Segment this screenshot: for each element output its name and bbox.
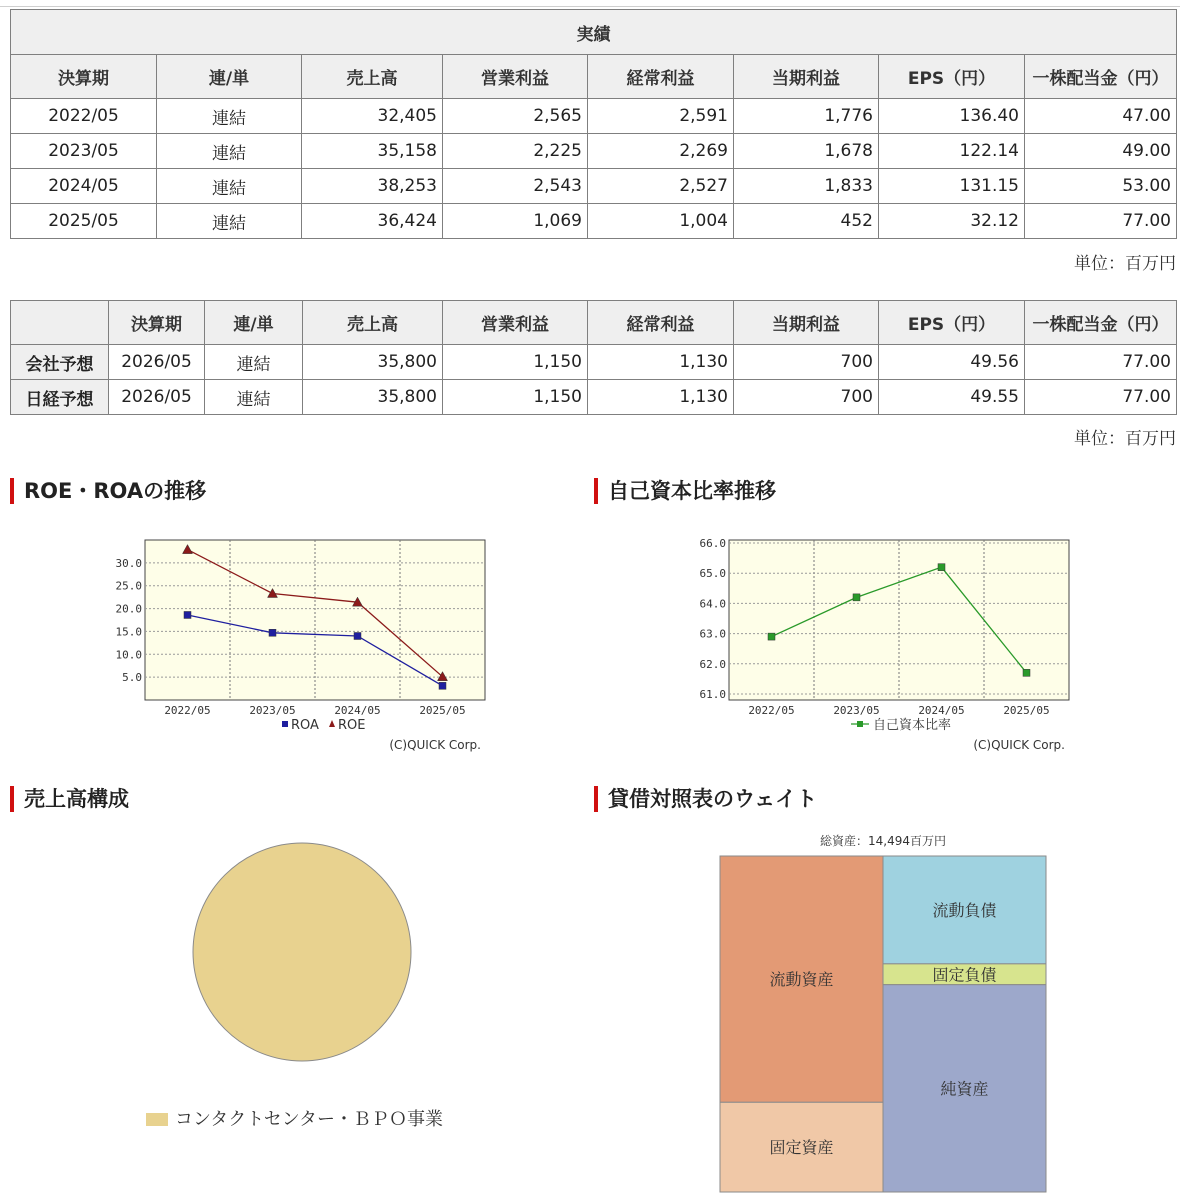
equity-ratio-title: 自己資本比率推移 <box>594 478 776 504</box>
table-cell: 700 <box>734 345 879 380</box>
pie-legend-swatch <box>146 1113 168 1126</box>
table-cell: 35,800 <box>303 380 443 415</box>
table-cell: 131.15 <box>879 169 1025 204</box>
liability-equity-block-label: 固定負債 <box>932 965 997 985</box>
x-tick-label: 2022/05 <box>748 704 795 717</box>
y-tick-label: 63.0 <box>699 627 726 641</box>
table-cell: 2026/05 <box>109 380 205 415</box>
table-cell: 2,527 <box>588 169 734 204</box>
column-header: EPS（円） <box>879 55 1025 99</box>
table-cell: 連結 <box>205 345 303 380</box>
table-cell: 連結 <box>157 204 302 239</box>
table-cell: 38,253 <box>302 169 443 204</box>
pie-slice <box>193 843 411 1061</box>
y-tick-label: 15.0 <box>115 625 142 639</box>
column-header: 営業利益 <box>443 301 588 345</box>
table-row <box>11 169 1177 204</box>
roe-roa-title: ROE・ROAの推移 <box>10 478 206 504</box>
liability-equity-block-label: 純資産 <box>940 1079 989 1099</box>
table-cell: 452 <box>734 204 879 239</box>
x-tick-label: 2024/05 <box>918 704 965 717</box>
table-cell: 47.00 <box>1025 99 1177 134</box>
x-tick-label: 2023/05 <box>249 704 296 717</box>
y-tick-label: 20.0 <box>115 602 142 616</box>
asset-block-label: 固定資産 <box>769 1138 834 1158</box>
legend-label-equity: 自己資本比率 <box>873 718 952 733</box>
pie-legend <box>146 1105 443 1131</box>
column-header: 連/単 <box>157 55 302 99</box>
table-cell: 49.55 <box>879 380 1025 415</box>
table-cell: 700 <box>734 380 879 415</box>
y-tick-label: 25.0 <box>115 579 142 593</box>
forecast-table <box>10 300 1177 415</box>
legend-marker-roa <box>282 721 288 727</box>
table-cell: 1,130 <box>588 380 734 415</box>
row-header-cell: 会社予想 <box>11 345 109 380</box>
chart-credit: (C)QUICK Corp. <box>973 738 1065 752</box>
table-cell: 32.12 <box>879 204 1025 239</box>
table-cell: 2,543 <box>443 169 588 204</box>
y-tick-label: 66.0 <box>699 537 726 551</box>
data-point-ROA <box>269 629 276 636</box>
results-title: 実績 <box>11 10 1177 55</box>
table-cell: 1,833 <box>734 169 879 204</box>
column-header: 売上高 <box>303 301 443 345</box>
table-cell: 2,269 <box>588 134 734 169</box>
sales-mix-pie-chart <box>180 830 430 1080</box>
table-cell: 2022/05 <box>11 99 157 134</box>
y-tick-label: 10.0 <box>115 648 142 662</box>
legend-marker-roe <box>329 720 335 727</box>
y-tick-label: 5.0 <box>122 671 142 685</box>
column-header: 決算期 <box>11 55 157 99</box>
table-cell: 2,225 <box>443 134 588 169</box>
equity-ratio-chart <box>694 530 1084 760</box>
column-header: 決算期 <box>109 301 205 345</box>
total-assets-label: 総資産：14,494百万円 <box>820 834 946 848</box>
column-header: 連/単 <box>205 301 303 345</box>
asset-block-label: 流動資産 <box>769 970 834 990</box>
table-cell: 2025/05 <box>11 204 157 239</box>
top-divider <box>0 6 1180 7</box>
table-cell: 2026/05 <box>109 345 205 380</box>
chart-credit: (C)QUICK Corp. <box>389 738 481 752</box>
table-cell: 連結 <box>157 169 302 204</box>
results-unit: 単位：百万円 <box>1074 254 1176 274</box>
y-tick-label: 65.0 <box>699 567 726 581</box>
table-row <box>11 345 1177 380</box>
data-point-ROA <box>184 611 191 618</box>
table-row <box>11 380 1177 415</box>
balance-sheet-title: 貸借対照表のウェイト <box>594 786 817 812</box>
data-point-ROA <box>439 682 446 689</box>
x-tick-label: 2022/05 <box>164 704 211 717</box>
x-tick-label: 2024/05 <box>334 704 381 717</box>
table-cell: 36,424 <box>302 204 443 239</box>
pie-legend-label: コンタクトセンター・ＢＰＯ事業 <box>175 1109 444 1130</box>
table-row <box>11 204 1177 239</box>
table-cell: 2,565 <box>443 99 588 134</box>
table-cell: 35,158 <box>302 134 443 169</box>
table-cell: 2023/05 <box>11 134 157 169</box>
data-point-自己資本比率 <box>768 633 775 640</box>
table-row <box>11 134 1177 169</box>
column-header: 当期利益 <box>734 55 879 99</box>
balance-sheet-chart <box>700 826 1080 1198</box>
column-header: 経常利益 <box>588 301 734 345</box>
table-cell: 1,130 <box>588 345 734 380</box>
column-header: 売上高 <box>302 55 443 99</box>
column-header: 一株配当金（円） <box>1025 301 1177 345</box>
forecast-unit: 単位：百万円 <box>1074 429 1176 449</box>
roe-roa-chart <box>110 530 500 760</box>
legend-marker-equity <box>857 721 863 727</box>
table-cell: 2024/05 <box>11 169 157 204</box>
legend-label-roa: ROA <box>291 718 319 733</box>
table-cell: 連結 <box>205 380 303 415</box>
table-cell: 77.00 <box>1025 204 1177 239</box>
column-header: 当期利益 <box>734 301 879 345</box>
table-cell: 連結 <box>157 99 302 134</box>
row-header-cell: 日経予想 <box>11 380 109 415</box>
y-tick-label: 30.0 <box>115 556 142 570</box>
table-cell: 35,800 <box>303 345 443 380</box>
data-point-ROA <box>354 633 361 640</box>
table-cell: 49.56 <box>879 345 1025 380</box>
y-tick-label: 64.0 <box>699 597 726 611</box>
table-cell: 53.00 <box>1025 169 1177 204</box>
column-header: EPS（円） <box>879 301 1025 345</box>
y-tick-label: 62.0 <box>699 657 726 671</box>
results-table <box>10 9 1177 239</box>
table-cell: 136.40 <box>879 99 1025 134</box>
data-point-自己資本比率 <box>1023 669 1030 676</box>
legend-label-roe: ROE <box>338 718 366 733</box>
x-tick-label: 2025/05 <box>1003 704 1050 717</box>
y-tick-label: 61.0 <box>699 687 726 701</box>
column-header: 一株配当金（円） <box>1025 55 1177 99</box>
column-header: 経常利益 <box>588 55 734 99</box>
table-cell: 49.00 <box>1025 134 1177 169</box>
table-cell: 32,405 <box>302 99 443 134</box>
table-cell: 1,678 <box>734 134 879 169</box>
table-cell: 77.00 <box>1025 345 1177 380</box>
column-header: 営業利益 <box>443 55 588 99</box>
column-header <box>11 301 109 345</box>
liability-equity-block-label: 流動負債 <box>932 900 997 920</box>
table-cell: 2,591 <box>588 99 734 134</box>
table-cell: 1,004 <box>588 204 734 239</box>
table-cell: 1,150 <box>443 380 588 415</box>
table-cell: 連結 <box>157 134 302 169</box>
data-point-自己資本比率 <box>853 594 860 601</box>
data-point-自己資本比率 <box>938 564 945 571</box>
table-cell: 1,776 <box>734 99 879 134</box>
table-cell: 122.14 <box>879 134 1025 169</box>
table-cell: 1,150 <box>443 345 588 380</box>
x-tick-label: 2023/05 <box>833 704 880 717</box>
sales-mix-title: 売上高構成 <box>10 786 129 812</box>
table-row <box>11 99 1177 134</box>
table-cell: 77.00 <box>1025 380 1177 415</box>
x-tick-label: 2025/05 <box>419 704 466 717</box>
table-cell: 1,069 <box>443 204 588 239</box>
